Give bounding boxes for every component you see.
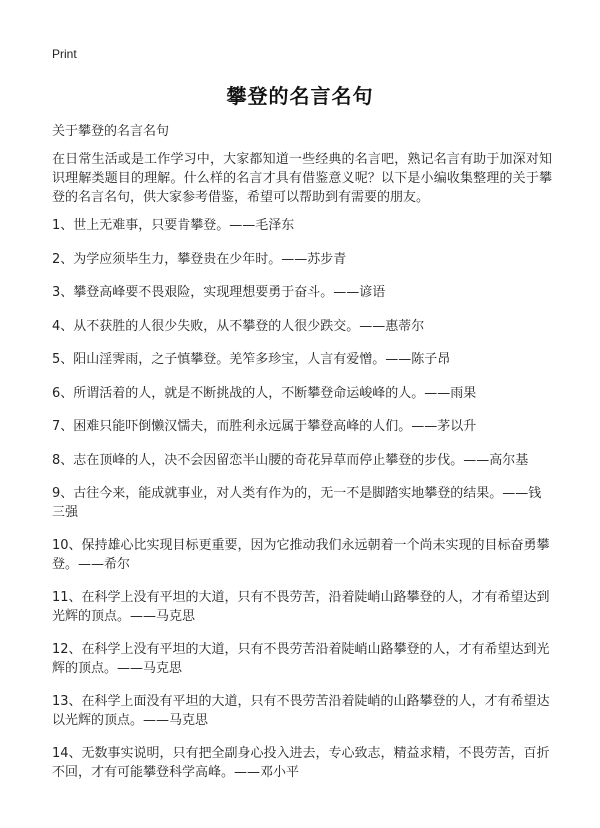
quote-item: 3、攀登高峰要不畏艰险，实现理想要勇于奋斗。——谚语 xyxy=(52,285,386,300)
quote-item: 5、阳山淫霁雨，之子慎攀登。羌笮多珍宝，人言有爱憎。——陈子昂 xyxy=(52,352,451,367)
quote-item: 6、所谓活着的人，就是不断挑战的人，不断攀登命运峻峰的人。——雨果 xyxy=(52,385,477,401)
quote-item: 7、困难只能吓倒懒汉懦夫，而胜利永远属于攀登高峰的人们。——茅以升 xyxy=(52,419,477,434)
quote-item: 11、在科学上没有平坦的大道，只有不畏劳苦，沿着陡峭山路攀登的人，才有希望达到光辉的顶点。——马克思 xyxy=(52,589,550,624)
quote-item: 1、世上无难事，只要肯攀登。——毛泽东 xyxy=(52,218,295,233)
quote-list xyxy=(52,216,552,796)
quote-item: 10、保持雄心比实现目标更重要，因为它推动我们永远朝着一个尚未实现的目标奋勇攀登。——希尔 xyxy=(52,537,550,572)
quote-item: 8、志在顶峰的人，决不会因留恋半山腰的奇花异草而停止攀登的步伐。——高尔基 xyxy=(52,452,529,468)
quote-item: 12、在科学上没有平坦的大道，只有不畏劳苦沿着陡峭山路攀登的人，才有希望达到光辉的顶点。——马克思 xyxy=(52,641,550,676)
quote-item: 13、在科学上面没有平坦的大道，只有不畏劳苦沿着陡峭的山路攀登的人，才有希望达以光辉的顶点。——马克思 xyxy=(52,693,550,728)
quote-item: 4、从不获胜的人很少失败，从不攀登的人很少跌交。——惠蒂尔 xyxy=(52,318,425,334)
page-subtitle: 关于攀登的名言名句 xyxy=(52,124,170,139)
print-link[interactable]: Print xyxy=(52,47,77,61)
quote-item: 9、古往今来，能成就事业，对人类有作为的，无一不是脚踏实地攀登的结果。——钱三强 xyxy=(52,485,542,520)
intro-paragraph: 在日常生活或是工作学习中，大家都知道一些经典的名言吧，熟记名言有助于加深对知识理解类题目的理解。什么样的名言才具有借鉴意义呢？以下是小编收集整理的关于攀登的名言名句，供大家参考借鉴，希望可以帮助到有需要的朋友。 xyxy=(52,152,552,205)
quote-item: 2、为学应须毕生力，攀登贵在少年时。——苏步青 xyxy=(52,251,347,267)
page-title: 攀登的名言名句 xyxy=(226,84,374,108)
quote-item: 14、无数事实说明，只有把全副身心投入进去，专心致志，精益求精，不畏劳苦，百折不回，才有可能攀登科学高峰。——邓小平 xyxy=(52,745,550,780)
